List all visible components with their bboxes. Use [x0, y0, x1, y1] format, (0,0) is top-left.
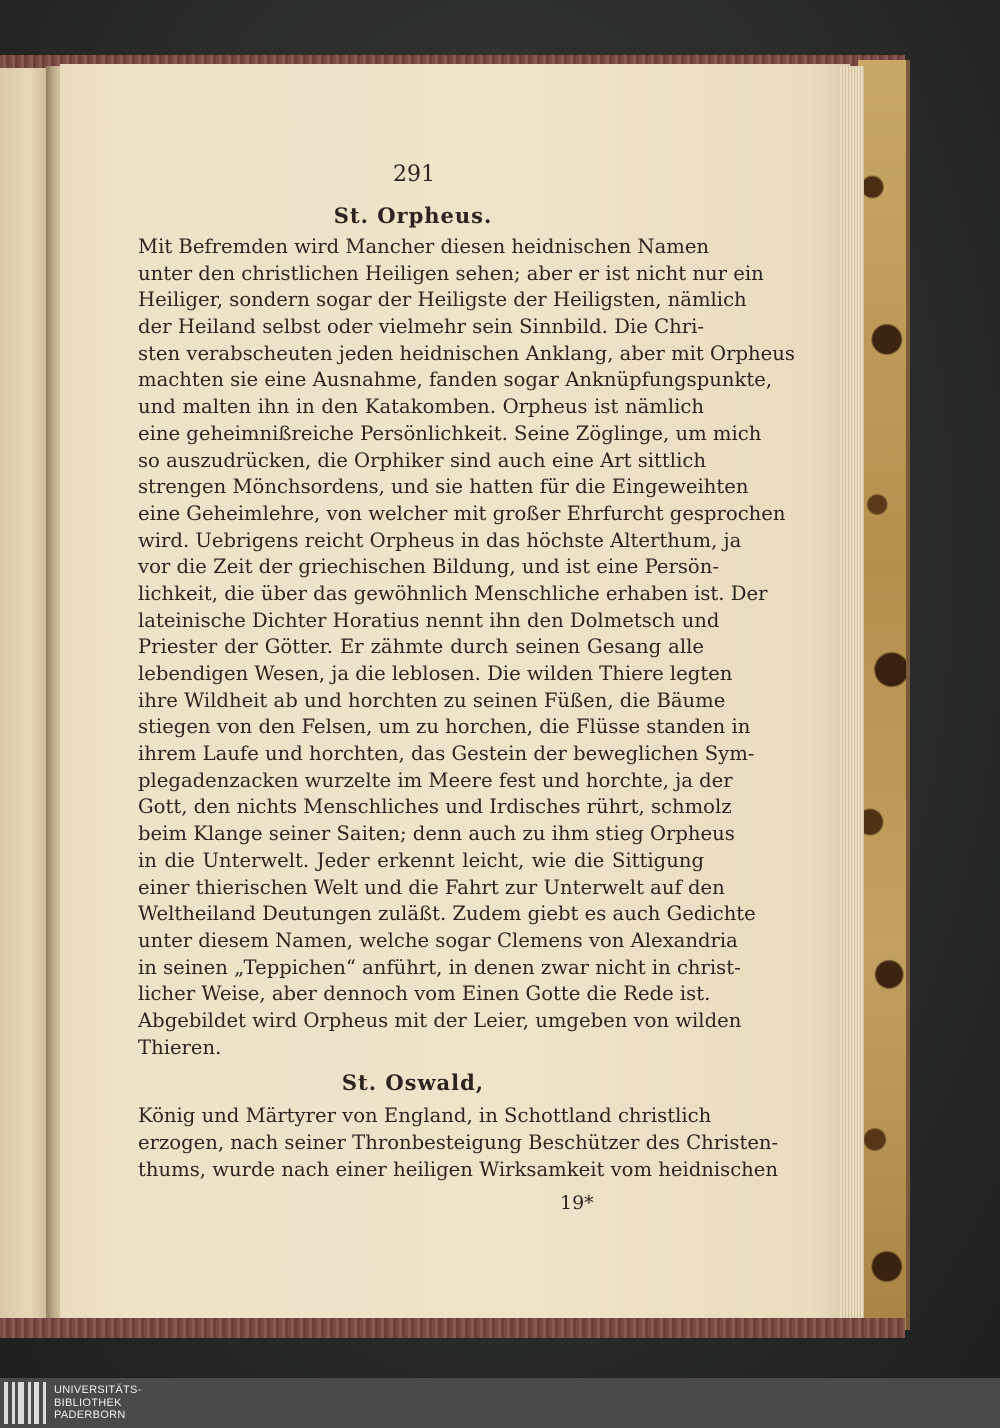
section-body-oswald: [138, 1103, 779, 1183]
text-line: thums, wurde nach einer heiligen Wirksamkeit vom heidnischen: [138, 1157, 779, 1181]
text-line: Heiliger, sondern sogar der Heiligste der Heiligsten, nämlich: [138, 288, 747, 312]
text-line: machten sie eine Ausnahme, fanden sogar Anknüpfungspunkte,: [138, 368, 773, 392]
text-line: einer thierischen Welt und die Fahrt zur Unterwelt auf den: [138, 875, 725, 899]
text-line: erzogen, nach seiner Thronbesteigung Beschützer des Christen-: [138, 1131, 779, 1154]
page-text-block: [138, 158, 795, 1183]
text-line: stiegen von den Felsen, um zu horchen, die Flüsse standen in: [138, 715, 751, 739]
text-line: sten verabscheuten jeden heidnischen Anklang, aber mit Orpheus: [138, 341, 795, 365]
text-line: Priester der Götter. Er zähmte durch seinen Gesang alle: [138, 635, 704, 659]
section-heading-orpheus: St. Orpheus.: [333, 203, 493, 228]
left-page-edge: [0, 68, 50, 1320]
page-stack-edge: [840, 66, 864, 1318]
text-line: Thieren.: [138, 1035, 222, 1059]
book-cover-edge-bottom: [0, 1318, 905, 1338]
text-line: ihrem Laufe und horchten, das Gestein der beweglichen Sym-: [138, 742, 755, 766]
library-footer-bar: [0, 1378, 1000, 1428]
library-name-line-3: PADERBORN: [54, 1409, 126, 1421]
text-line: der Heiland selbst oder vielmehr sein Sinnbild. Die Chri-: [138, 315, 704, 339]
text-line: Abgebildet wird Orpheus mit der Leier, umgeben von wilden: [138, 1008, 742, 1032]
text-line: unter den christlichen Heiligen sehen; aber er ist nicht nur ein: [138, 261, 764, 285]
text-line: in seinen „Teppichen“ anführt, in denen zwar nicht in christ-: [138, 955, 741, 979]
text-line: Gott, den nichts Menschliches und Irdisches rührt, schmolz: [138, 795, 732, 819]
text-line: ihre Wildheit ab und horchten zu seinen Füßen, die Bäume: [138, 688, 726, 712]
text-line: und malten ihn in den Katakomben. Orpheus ist nämlich: [138, 395, 704, 419]
library-barcode-logo-icon: [4, 1382, 48, 1424]
library-name-line-1: UNIVERSITÄTS-: [54, 1384, 142, 1396]
library-name-line-2: BIBLIOTHEK: [54, 1396, 122, 1409]
text-line: wird. Uebrigens reicht Orpheus in das höchste Alterthum, ja: [138, 528, 742, 552]
text-line: Weltheiland Deutungen zuläßt. Zudem giebt es auch Gedichte: [138, 902, 756, 926]
marbled-cover-right: [858, 60, 910, 1330]
section-body-orpheus: [138, 234, 795, 1061]
text-line: lateinische Dichter Horatius nennt ihn den Dolmetsch und: [138, 608, 720, 632]
text-line: eine Geheimlehre, von welcher mit großer Ehrfurcht gesprochen: [138, 501, 786, 525]
text-line: in die Unterwelt. Jeder erkennt leicht, wie die Sittigung: [138, 848, 704, 872]
text-line: König und Märtyrer von England, in Schottland christlich: [138, 1104, 712, 1128]
text-line: unter diesem Namen, welche sogar Clemens von Alexandria: [138, 928, 738, 952]
library-name: [54, 1384, 142, 1422]
text-line: licher Weise, aber dennoch vom Einen Gotte die Rede ist.: [138, 982, 711, 1006]
text-line: lebendigen Wesen, ja die leblosen. Die wilden Thiere legten: [138, 662, 733, 685]
page-number: 291: [393, 162, 435, 187]
text-line: lichkeit, die über das gewöhnlich Menschliche erhaben ist. Der: [138, 581, 768, 605]
text-line: strengen Mönchsordens, und sie hatten für die Eingeweihten: [138, 475, 749, 499]
text-line: eine geheimnißreiche Persönlichkeit. Seine Zöglinge, um mich: [138, 421, 762, 445]
section-heading-oswald: St. Oswald,: [341, 1070, 485, 1096]
text-line: Mit Befremden wird Mancher diesen heidnischen Namen: [138, 235, 710, 258]
text-line: plegadenzacken wurzelte im Meere fest und horchte, ja der: [138, 768, 733, 792]
text-line: beim Klange seiner Saiten; denn auch zu ihm stieg Orpheus: [138, 822, 735, 846]
printer-signature-mark: 19*: [560, 1192, 594, 1214]
text-line: vor die Zeit der griechischen Bildung, und ist eine Persön-: [138, 555, 719, 579]
text-line: so auszudrücken, die Orphiker sind auch eine Art sittlich: [138, 448, 706, 472]
